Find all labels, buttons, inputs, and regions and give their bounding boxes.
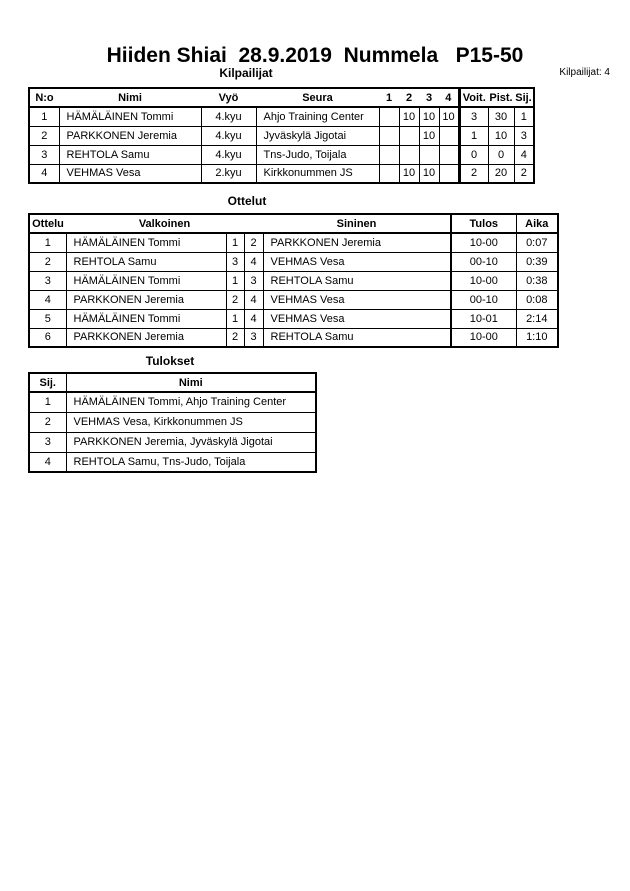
cell-aika: 2:14 xyxy=(516,309,558,328)
cell-no: 2 xyxy=(29,126,59,145)
cell-sininen-num: 3 xyxy=(244,271,263,290)
table-row xyxy=(29,252,558,271)
cell-round-1 xyxy=(379,107,399,126)
table-row xyxy=(29,107,534,126)
cell-seura: Ahjo Training Center xyxy=(256,107,379,126)
header-vyo: Vyö xyxy=(201,88,256,107)
header-round-2: 2 xyxy=(399,88,419,107)
cell-nimi: REHTOLA Samu xyxy=(59,145,201,164)
cell-round-1 xyxy=(379,164,399,183)
cell-sininen-num: 4 xyxy=(244,290,263,309)
header-nimi: Nimi xyxy=(66,373,316,392)
cell-seura: Tns-Judo, Toijala xyxy=(256,145,379,164)
cell-sininen-num: 4 xyxy=(244,309,263,328)
cell-sij: 4 xyxy=(29,452,66,472)
kilpailijat-section-title: Kilpailijat xyxy=(219,66,273,80)
header-round-3: 3 xyxy=(419,88,439,107)
cell-pist: 30 xyxy=(488,107,514,126)
ottelut-table xyxy=(28,213,559,348)
cell-valkoinen: PARKKONEN Jeremia xyxy=(66,328,226,347)
cell-voit: 0 xyxy=(459,145,488,164)
table-row xyxy=(29,412,316,432)
cell-sij: 4 xyxy=(514,145,534,164)
cell-tulos: 10-00 xyxy=(451,271,516,290)
cell-aika: 0:38 xyxy=(516,271,558,290)
competitor-count: Kilpailijat: 4 xyxy=(559,67,610,78)
cell-round-2: 10 xyxy=(399,107,419,126)
kilpailijat-header-row xyxy=(29,88,534,107)
cell-ottelu: 5 xyxy=(29,309,66,328)
table-row xyxy=(29,145,534,164)
cell-round-3: 10 xyxy=(419,107,439,126)
header-ottelu: Ottelu xyxy=(29,214,66,233)
cell-sininen: VEHMAS Vesa xyxy=(263,309,451,328)
cell-sininen: REHTOLA Samu xyxy=(263,328,451,347)
cell-vyo: 4.kyu xyxy=(201,145,256,164)
cell-valkoinen: REHTOLA Samu xyxy=(66,252,226,271)
cell-tulos: 10-00 xyxy=(451,328,516,347)
cell-sij: 1 xyxy=(29,392,66,412)
cell-valkoinen: PARKKONEN Jeremia xyxy=(66,290,226,309)
cell-nimi: HÄMÄLÄINEN Tommi xyxy=(59,107,201,126)
cell-ottelu: 3 xyxy=(29,271,66,290)
table-row xyxy=(29,233,558,252)
cell-tulos: 00-10 xyxy=(451,290,516,309)
table-row xyxy=(29,164,534,183)
cell-vyo: 4.kyu xyxy=(201,126,256,145)
cell-vyo: 2.kyu xyxy=(201,164,256,183)
header-aika: Aika xyxy=(516,214,558,233)
cell-seura: Kirkkonummen JS xyxy=(256,164,379,183)
cell-round-4 xyxy=(439,145,459,164)
cell-round-4 xyxy=(439,164,459,183)
cell-aika: 0:08 xyxy=(516,290,558,309)
ottelut-header-row xyxy=(29,214,558,233)
tulokset-section-title: Tulokset xyxy=(145,354,195,368)
header-tulos: Tulos xyxy=(451,214,516,233)
header-sij: Sij. xyxy=(514,88,534,107)
cell-sininen: PARKKONEN Jeremia xyxy=(263,233,451,252)
cell-aika: 0:07 xyxy=(516,233,558,252)
cell-valkoinen-num: 1 xyxy=(226,233,244,252)
table-row xyxy=(29,452,316,472)
cell-nimi: PARKKONEN Jeremia xyxy=(59,126,201,145)
cell-no: 1 xyxy=(29,107,59,126)
header-seura: Seura xyxy=(256,88,379,107)
cell-valkoinen-num: 1 xyxy=(226,309,244,328)
cell-valkoinen: HÄMÄLÄINEN Tommi xyxy=(66,271,226,290)
cell-ottelu: 6 xyxy=(29,328,66,347)
cell-no: 4 xyxy=(29,164,59,183)
cell-sij: 1 xyxy=(514,107,534,126)
cell-round-3: 10 xyxy=(419,164,439,183)
cell-round-1 xyxy=(379,126,399,145)
table-row xyxy=(29,432,316,452)
tulokset-header-row xyxy=(29,373,316,392)
table-row xyxy=(29,392,316,412)
cell-sij: 2 xyxy=(514,164,534,183)
cell-ottelu: 4 xyxy=(29,290,66,309)
cell-pist: 0 xyxy=(488,145,514,164)
cell-round-1 xyxy=(379,145,399,164)
cell-voit: 1 xyxy=(459,126,488,145)
cell-valkoinen-num: 3 xyxy=(226,252,244,271)
cell-valkoinen-num: 2 xyxy=(226,328,244,347)
cell-sij: 3 xyxy=(514,126,534,145)
cell-valkoinen-num: 2 xyxy=(226,290,244,309)
cell-round-4 xyxy=(439,126,459,145)
header-round-4: 4 xyxy=(439,88,459,107)
cell-voit: 2 xyxy=(459,164,488,183)
table-row xyxy=(29,126,534,145)
header-sininen: Sininen xyxy=(263,214,451,233)
cell-vyo: 4.kyu xyxy=(201,107,256,126)
cell-ottelu: 1 xyxy=(29,233,66,252)
cell-round-3: 10 xyxy=(419,126,439,145)
table-row xyxy=(29,290,558,309)
cell-sininen-num: 3 xyxy=(244,328,263,347)
header-no: N:o xyxy=(29,88,59,107)
cell-valkoinen: HÄMÄLÄINEN Tommi xyxy=(66,309,226,328)
cell-sininen: VEHMAS Vesa xyxy=(263,290,451,309)
cell-sininen: VEHMAS Vesa xyxy=(263,252,451,271)
cell-round-2 xyxy=(399,145,419,164)
cell-voit: 3 xyxy=(459,107,488,126)
cell-tulos: 10-01 xyxy=(451,309,516,328)
cell-seura: Jyväskylä Jigotai xyxy=(256,126,379,145)
cell-nimi: HÄMÄLÄINEN Tommi, Ahjo Training Center xyxy=(66,392,316,412)
cell-valkoinen: HÄMÄLÄINEN Tommi xyxy=(66,233,226,252)
table-row xyxy=(29,328,558,347)
table-row xyxy=(29,271,558,290)
cell-pist: 10 xyxy=(488,126,514,145)
cell-tulos: 10-00 xyxy=(451,233,516,252)
page-title: Hiiden Shiai 28.9.2019 Nummela P15-50 xyxy=(106,44,524,67)
cell-valkoinen-num: 1 xyxy=(226,271,244,290)
header-voit: Voit. xyxy=(459,88,488,107)
cell-nimi: VEHMAS Vesa, Kirkkonummen JS xyxy=(66,412,316,432)
cell-nimi: VEHMAS Vesa xyxy=(59,164,201,183)
table-row xyxy=(29,309,558,328)
cell-round-2: 10 xyxy=(399,164,419,183)
header-valkoinen: Valkoinen xyxy=(66,214,263,233)
cell-round-4: 10 xyxy=(439,107,459,126)
cell-round-2 xyxy=(399,126,419,145)
header-sij: Sij. xyxy=(29,373,66,392)
cell-aika: 1:10 xyxy=(516,328,558,347)
cell-sininen-num: 4 xyxy=(244,252,263,271)
kilpailijat-table xyxy=(28,87,535,184)
cell-tulos: 00-10 xyxy=(451,252,516,271)
cell-pist: 20 xyxy=(488,164,514,183)
cell-sininen: REHTOLA Samu xyxy=(263,271,451,290)
cell-ottelu: 2 xyxy=(29,252,66,271)
cell-no: 3 xyxy=(29,145,59,164)
cell-sij: 3 xyxy=(29,432,66,452)
ottelut-section-title: Ottelut xyxy=(227,194,267,208)
header-pist: Pist. xyxy=(488,88,514,107)
header-nimi: Nimi xyxy=(59,88,201,107)
tulokset-table xyxy=(28,372,317,473)
cell-round-3 xyxy=(419,145,439,164)
cell-nimi: PARKKONEN Jeremia, Jyväskylä Jigotai xyxy=(66,432,316,452)
cell-sij: 2 xyxy=(29,412,66,432)
cell-sininen-num: 2 xyxy=(244,233,263,252)
cell-nimi: REHTOLA Samu, Tns-Judo, Toijala xyxy=(66,452,316,472)
header-round-1: 1 xyxy=(379,88,399,107)
cell-aika: 0:39 xyxy=(516,252,558,271)
